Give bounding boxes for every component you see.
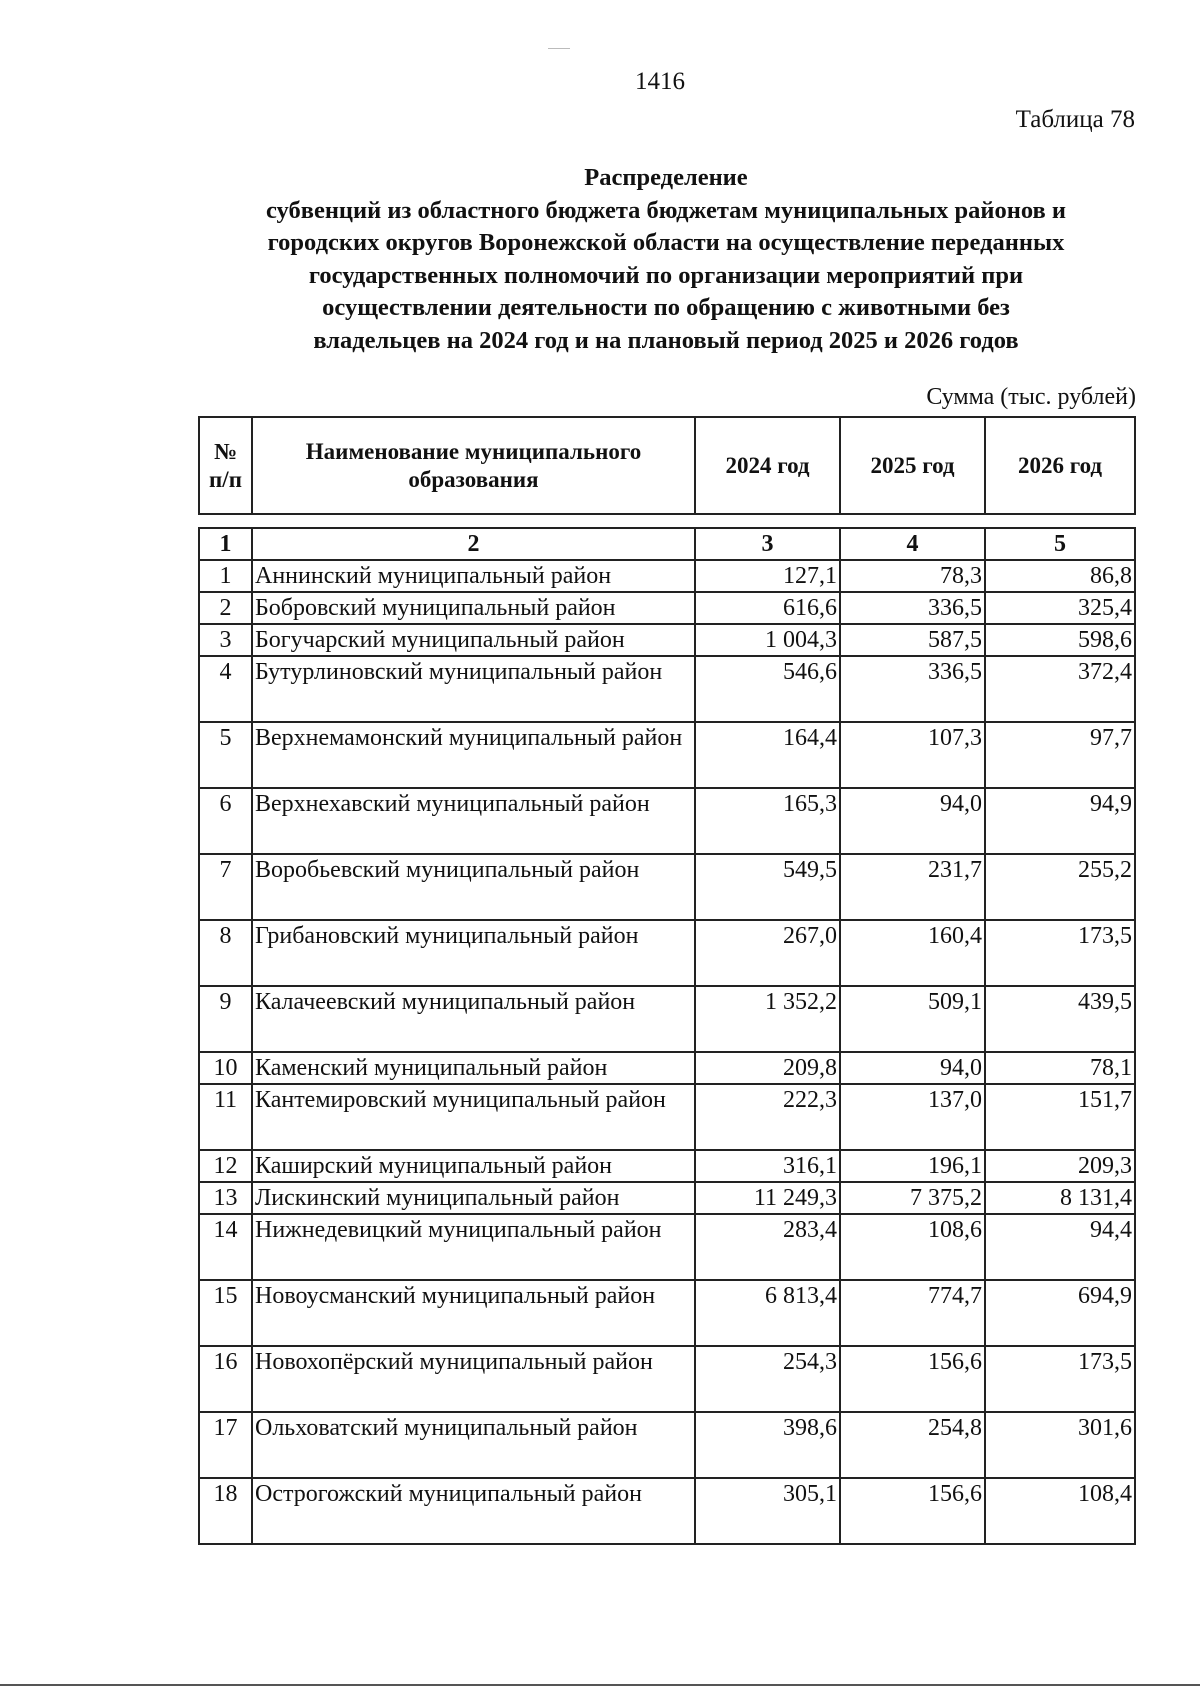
row-number: 12: [199, 1150, 252, 1182]
row-number: 1: [199, 560, 252, 592]
value-2026: 86,8: [985, 560, 1135, 592]
value-2024: 616,6: [695, 592, 840, 624]
header-2024: 2024 год: [695, 417, 840, 514]
row-number: 8: [199, 920, 252, 986]
value-2024: 222,3: [695, 1084, 840, 1150]
value-2025: 336,5: [840, 656, 985, 722]
municipality-name: Острогожский муниципальный район: [252, 1478, 695, 1544]
units-label: Сумма (тыс. рублей): [926, 384, 1136, 410]
value-2024: 267,0: [695, 920, 840, 986]
column-number: 3: [695, 528, 840, 560]
value-2024: 127,1: [695, 560, 840, 592]
table-row: [199, 1412, 1135, 1478]
column-numbers-row: [199, 528, 1135, 560]
table-row: [199, 1280, 1135, 1346]
value-2024: 165,3: [695, 788, 840, 854]
municipality-name: Новохопёрский муниципальный район: [252, 1346, 695, 1412]
table-row: [199, 1150, 1135, 1182]
value-2025: 156,6: [840, 1346, 985, 1412]
header-number-line2: п/п: [209, 466, 242, 492]
page-number: 1416: [635, 68, 685, 95]
scan-mark: [548, 48, 570, 49]
title-line: осуществлении деятельности по обращению с животными без: [322, 294, 1010, 321]
municipality-name: Каменский муниципальный район: [252, 1052, 695, 1084]
row-number: 11: [199, 1084, 252, 1150]
header-number-line1: №: [213, 438, 238, 464]
row-number: 16: [199, 1346, 252, 1412]
row-number: 10: [199, 1052, 252, 1084]
value-2026: 598,6: [985, 624, 1135, 656]
municipality-name: Верхнемамонский муниципальный район: [252, 722, 695, 788]
municipality-name: Грибановский муниципальный район: [252, 920, 695, 986]
municipality-name: Нижнедевицкий муниципальный район: [252, 1214, 695, 1280]
row-number: 2: [199, 592, 252, 624]
row-number: 4: [199, 656, 252, 722]
value-2025: 94,0: [840, 788, 985, 854]
municipality-name: Лискинский муниципальный район: [252, 1182, 695, 1214]
value-2026: 94,9: [985, 788, 1135, 854]
value-2026: 97,7: [985, 722, 1135, 788]
table-label: Таблица 78: [1015, 106, 1135, 133]
table-row: [199, 1182, 1135, 1214]
column-number: 2: [252, 528, 695, 560]
value-2024: 283,4: [695, 1214, 840, 1280]
data-table: [198, 527, 1136, 1545]
table-row: [199, 920, 1135, 986]
header-2026: 2026 год: [985, 417, 1135, 514]
value-2024: 164,4: [695, 722, 840, 788]
municipality-name: Аннинский муниципальный район: [252, 560, 695, 592]
municipality-name: Верхнехавский муниципальный район: [252, 788, 695, 854]
table-header: [198, 416, 1136, 515]
header-name-line1: Наименование муниципального: [305, 438, 642, 464]
row-number: 5: [199, 722, 252, 788]
value-2026: 94,4: [985, 1214, 1135, 1280]
municipality-name: Ольховатский муниципальный район: [252, 1412, 695, 1478]
table-row: [199, 722, 1135, 788]
table-row: [199, 854, 1135, 920]
page-bottom-line: [0, 1684, 1200, 1686]
value-2026: 173,5: [985, 1346, 1135, 1412]
table-row: [199, 1214, 1135, 1280]
value-2025: 254,8: [840, 1412, 985, 1478]
value-2026: 255,2: [985, 854, 1135, 920]
value-2024: 549,5: [695, 854, 840, 920]
title-line: субвенций из областного бюджета бюджетам муниципальных районов и: [265, 196, 1066, 224]
value-2026: 325,4: [985, 592, 1135, 624]
row-number: 3: [199, 624, 252, 656]
value-2024: 546,6: [695, 656, 840, 722]
municipality-name: Воробьевский муниципальный район: [252, 854, 695, 920]
column-number: 4: [840, 528, 985, 560]
value-2025: 196,1: [840, 1150, 985, 1182]
value-2026: 151,7: [985, 1084, 1135, 1150]
header-number: [199, 417, 252, 514]
value-2025: 587,5: [840, 624, 985, 656]
title-line: владельцев на 2024 год и на плановый период 2025 и 2026 годов: [313, 326, 1019, 354]
table-row: [199, 1052, 1135, 1084]
value-2026: 301,6: [985, 1412, 1135, 1478]
header-name-line2: образования: [408, 466, 539, 492]
title-line: городских округов Воронежской области на осуществление переданных: [267, 229, 1065, 256]
municipality-name: Каширский муниципальный район: [252, 1150, 695, 1182]
value-2026: 694,9: [985, 1280, 1135, 1346]
table-row: [199, 788, 1135, 854]
value-2025: 94,0: [840, 1052, 985, 1084]
municipality-name: Новоусманский муниципальный район: [252, 1280, 695, 1346]
row-number: 15: [199, 1280, 252, 1346]
header-2025: 2025 год: [840, 417, 985, 514]
table-row: [199, 592, 1135, 624]
value-2024: 254,3: [695, 1346, 840, 1412]
municipality-name: Бутурлиновский муниципальный район: [252, 656, 695, 722]
table-row: [199, 1346, 1135, 1412]
table-row: [199, 560, 1135, 592]
title-line: Распределение: [584, 164, 748, 191]
table-row: [199, 986, 1135, 1052]
value-2024: 11 249,3: [695, 1182, 840, 1214]
value-2025: 160,4: [840, 920, 985, 986]
row-number: 14: [199, 1214, 252, 1280]
municipality-name: Калачеевский муниципальный район: [252, 986, 695, 1052]
value-2025: 78,3: [840, 560, 985, 592]
value-2024: 209,8: [695, 1052, 840, 1084]
row-number: 17: [199, 1412, 252, 1478]
value-2024: 398,6: [695, 1412, 840, 1478]
value-2025: 107,3: [840, 722, 985, 788]
value-2025: 108,6: [840, 1214, 985, 1280]
table-row: [199, 1478, 1135, 1544]
table-row: [199, 624, 1135, 656]
value-2024: 1 352,2: [695, 986, 840, 1052]
column-number: 1: [199, 528, 252, 560]
row-number: 7: [199, 854, 252, 920]
value-2025: 509,1: [840, 986, 985, 1052]
value-2024: 316,1: [695, 1150, 840, 1182]
value-2026: 439,5: [985, 986, 1135, 1052]
header-name: [252, 417, 695, 514]
value-2025: 156,6: [840, 1478, 985, 1544]
table-row: [199, 656, 1135, 722]
row-number: 18: [199, 1478, 252, 1544]
table-row: [199, 1084, 1135, 1150]
column-number: 5: [985, 528, 1135, 560]
document-title: [195, 162, 1137, 357]
value-2026: 209,3: [985, 1150, 1135, 1182]
value-2025: 774,7: [840, 1280, 985, 1346]
value-2025: 137,0: [840, 1084, 985, 1150]
title-line: государственных полномочий по организации мероприятий при: [308, 261, 1024, 289]
value-2026: 108,4: [985, 1478, 1135, 1544]
value-2024: 6 813,4: [695, 1280, 840, 1346]
row-number: 9: [199, 986, 252, 1052]
value-2026: 173,5: [985, 920, 1135, 986]
value-2026: 8 131,4: [985, 1182, 1135, 1214]
value-2026: 78,1: [985, 1052, 1135, 1084]
municipality-name: Богучарский муниципальный район: [252, 624, 695, 656]
municipality-name: Бобровский муниципальный район: [252, 592, 695, 624]
value-2025: 231,7: [840, 854, 985, 920]
value-2024: 1 004,3: [695, 624, 840, 656]
row-number: 13: [199, 1182, 252, 1214]
value-2025: 336,5: [840, 592, 985, 624]
value-2026: 372,4: [985, 656, 1135, 722]
value-2025: 7 375,2: [840, 1182, 985, 1214]
row-number: 6: [199, 788, 252, 854]
municipality-name: Кантемировский муниципальный район: [252, 1084, 695, 1150]
value-2024: 305,1: [695, 1478, 840, 1544]
